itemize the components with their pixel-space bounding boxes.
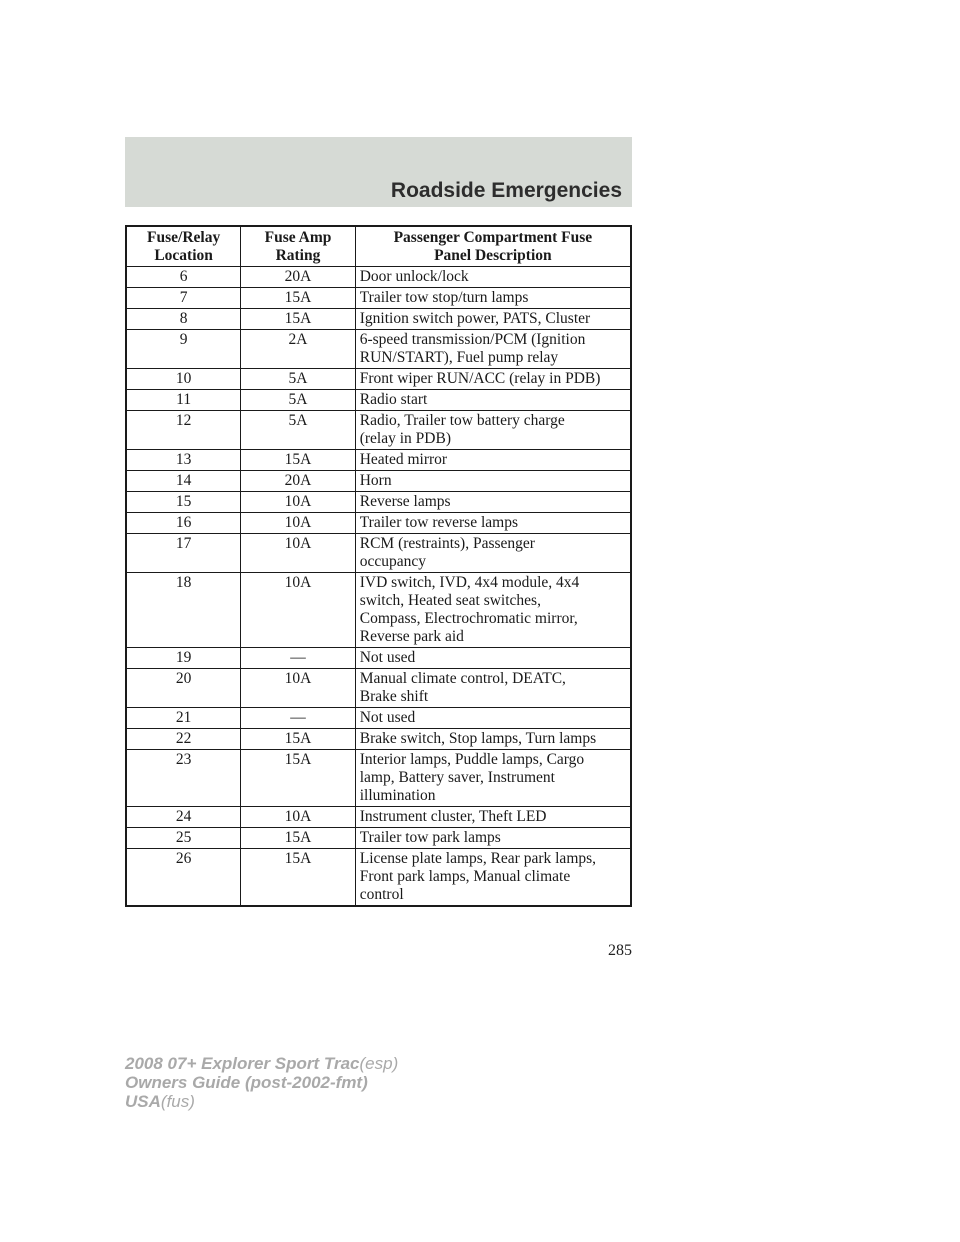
page-number: 285	[608, 942, 632, 959]
fuse-amp-cell: 15A	[241, 849, 356, 907]
fuse-description-cell	[355, 411, 631, 450]
description-line: Instrument cluster, Theft LED	[359, 808, 547, 825]
fuse-location-cell: 15	[126, 492, 241, 513]
fuse-description-cell	[355, 369, 631, 390]
table-row	[126, 648, 631, 669]
table-row	[126, 450, 631, 471]
fuse-description-cell	[355, 729, 631, 750]
description-line: Trailer tow stop/turn lamps	[359, 289, 529, 306]
description-line: Horn	[359, 472, 392, 489]
fuse-table-body	[126, 267, 631, 907]
fuse-location-cell: 9	[126, 330, 241, 369]
description-line: Reverse lamps	[359, 493, 451, 510]
table-row	[126, 369, 631, 390]
fuse-description-cell	[355, 648, 631, 669]
table-row	[126, 573, 631, 648]
table-row	[126, 828, 631, 849]
fuse-description-cell	[355, 534, 631, 573]
fuse-location-cell: 6	[126, 267, 241, 288]
description-line: Brake switch, Stop lamps, Turn lamps	[359, 730, 597, 747]
fuse-description-cell	[355, 573, 631, 648]
table-row	[126, 390, 631, 411]
footer-line-1	[125, 1054, 398, 1073]
header-line: Rating	[275, 247, 321, 264]
footer-model-code: (esp)	[359, 1054, 399, 1073]
description-line: Front wiper RUN/ACC (relay in PDB)	[359, 370, 601, 387]
table-row	[126, 309, 631, 330]
section-title: Roadside Emergencies	[390, 179, 622, 202]
fuse-amp-cell: 5A	[241, 369, 356, 390]
fuse-description-cell	[355, 513, 631, 534]
description-line: 6-speed transmission/PCM (Ignition	[359, 331, 586, 348]
fuse-description-cell	[355, 288, 631, 309]
fuse-description-cell	[355, 807, 631, 828]
fuse-amp-cell: 20A	[241, 267, 356, 288]
fuse-description-cell	[355, 390, 631, 411]
fuse-amp-cell: 10A	[241, 807, 356, 828]
header-location	[126, 226, 241, 267]
header-line: Panel Description	[434, 247, 552, 264]
description-line: Heated mirror	[359, 451, 448, 468]
description-line: switch, Heated seat switches,	[359, 592, 541, 609]
fuse-amp-cell: 15A	[241, 750, 356, 807]
description-line: RCM (restraints), Passenger	[359, 535, 535, 552]
fuse-location-cell: 18	[126, 573, 241, 648]
description-line: Trailer tow reverse lamps	[359, 514, 518, 531]
header-description	[355, 226, 631, 267]
header-line: Passenger Compartment Fuse	[393, 229, 593, 246]
fuse-location-cell: 13	[126, 450, 241, 471]
fuse-location-cell: 14	[126, 471, 241, 492]
footer-model: 2008 07+ Explorer Sport Trac	[125, 1054, 360, 1073]
header-line: Fuse/Relay	[147, 229, 221, 246]
header-line: Location	[154, 247, 213, 264]
description-line: Brake shift	[359, 688, 429, 705]
fuse-amp-cell: 10A	[241, 492, 356, 513]
table-row	[126, 267, 631, 288]
fuse-location-cell: 11	[126, 390, 241, 411]
fuse-amp-cell: 10A	[241, 669, 356, 708]
table-row	[126, 534, 631, 573]
table-row	[126, 513, 631, 534]
section-header-band	[125, 137, 632, 207]
fuse-location-cell: 19	[126, 648, 241, 669]
fuse-amp-cell: 10A	[241, 573, 356, 648]
fuse-amp-cell: —	[241, 648, 356, 669]
description-line: Radio, Trailer tow battery charge	[359, 412, 565, 429]
fuse-description-cell	[355, 450, 631, 471]
fuse-amp-cell: —	[241, 708, 356, 729]
fuse-amp-cell: 15A	[241, 288, 356, 309]
fuse-amp-cell: 10A	[241, 513, 356, 534]
table-row	[126, 471, 631, 492]
footer	[125, 1054, 398, 1111]
table-row	[126, 729, 631, 750]
footer-line-3	[125, 1092, 398, 1111]
fuse-description-cell	[355, 471, 631, 492]
fuse-amp-cell: 2A	[241, 330, 356, 369]
fuse-location-cell: 25	[126, 828, 241, 849]
description-line: occupancy	[359, 553, 427, 570]
fuse-amp-cell: 5A	[241, 411, 356, 450]
fuse-description-cell	[355, 828, 631, 849]
fuse-location-cell: 21	[126, 708, 241, 729]
fuse-description-cell	[355, 330, 631, 369]
table-row	[126, 492, 631, 513]
table-row	[126, 288, 631, 309]
description-line: Not used	[359, 709, 416, 726]
fuse-amp-cell: 15A	[241, 729, 356, 750]
description-line: Radio start	[359, 391, 428, 408]
description-line: Compass, Electrochromatic mirror,	[359, 610, 578, 627]
fuse-description-cell	[355, 708, 631, 729]
table-row	[126, 411, 631, 450]
fuse-location-cell: 24	[126, 807, 241, 828]
fuse-location-cell: 17	[126, 534, 241, 573]
description-line: illumination	[359, 787, 436, 804]
footer-line-2	[125, 1073, 398, 1092]
table-row	[126, 750, 631, 807]
fuse-location-cell: 7	[126, 288, 241, 309]
description-line: lamp, Battery saver, Instrument	[359, 769, 555, 786]
description-line: Manual climate control, DEATC,	[359, 670, 566, 687]
fuse-location-cell: 26	[126, 849, 241, 907]
description-line: IVD switch, IVD, 4x4 module, 4x4	[359, 574, 580, 591]
header-line: Fuse Amp	[264, 229, 332, 246]
table-header-row	[126, 226, 631, 267]
description-line: Trailer tow park lamps	[359, 829, 501, 846]
description-line: Interior lamps, Puddle lamps, Cargo	[359, 751, 585, 768]
fuse-amp-cell: 15A	[241, 309, 356, 330]
table-row	[126, 330, 631, 369]
description-line: License plate lamps, Rear park lamps,	[359, 850, 597, 867]
fuse-location-cell: 10	[126, 369, 241, 390]
description-line: RUN/START), Fuel pump relay	[359, 349, 559, 366]
table-row	[126, 849, 631, 907]
fuse-location-cell: 20	[126, 669, 241, 708]
description-line: Ignition switch power, PATS, Cluster	[359, 310, 591, 327]
fuse-amp-cell: 15A	[241, 450, 356, 471]
table-row	[126, 708, 631, 729]
fuse-amp-cell: 5A	[241, 390, 356, 411]
table-row	[126, 807, 631, 828]
fuse-description-cell	[355, 669, 631, 708]
fuse-amp-cell: 20A	[241, 471, 356, 492]
fuse-description-cell	[355, 849, 631, 907]
fuse-location-cell: 22	[126, 729, 241, 750]
fuse-location-cell: 8	[126, 309, 241, 330]
header-amp	[241, 226, 356, 267]
fuse-description-cell	[355, 492, 631, 513]
fuse-location-cell: 23	[126, 750, 241, 807]
fuse-description-cell	[355, 309, 631, 330]
fuse-description-cell	[355, 750, 631, 807]
fuse-location-cell: 12	[126, 411, 241, 450]
description-line: Not used	[359, 649, 416, 666]
fuse-amp-cell: 15A	[241, 828, 356, 849]
footer-guide: Owners Guide (post-2002-fmt)	[125, 1073, 368, 1092]
description-line: control	[359, 886, 404, 903]
footer-market: USA	[125, 1092, 161, 1111]
description-line: Reverse park aid	[359, 628, 464, 645]
fuse-table	[125, 225, 632, 907]
fuse-location-cell: 16	[126, 513, 241, 534]
fuse-description-cell	[355, 267, 631, 288]
description-line: Front park lamps, Manual climate	[359, 868, 571, 885]
description-line: (relay in PDB)	[359, 430, 451, 447]
description-line: Door unlock/lock	[359, 268, 469, 285]
footer-market-code: (fus)	[160, 1092, 195, 1111]
table-row	[126, 669, 631, 708]
fuse-amp-cell: 10A	[241, 534, 356, 573]
